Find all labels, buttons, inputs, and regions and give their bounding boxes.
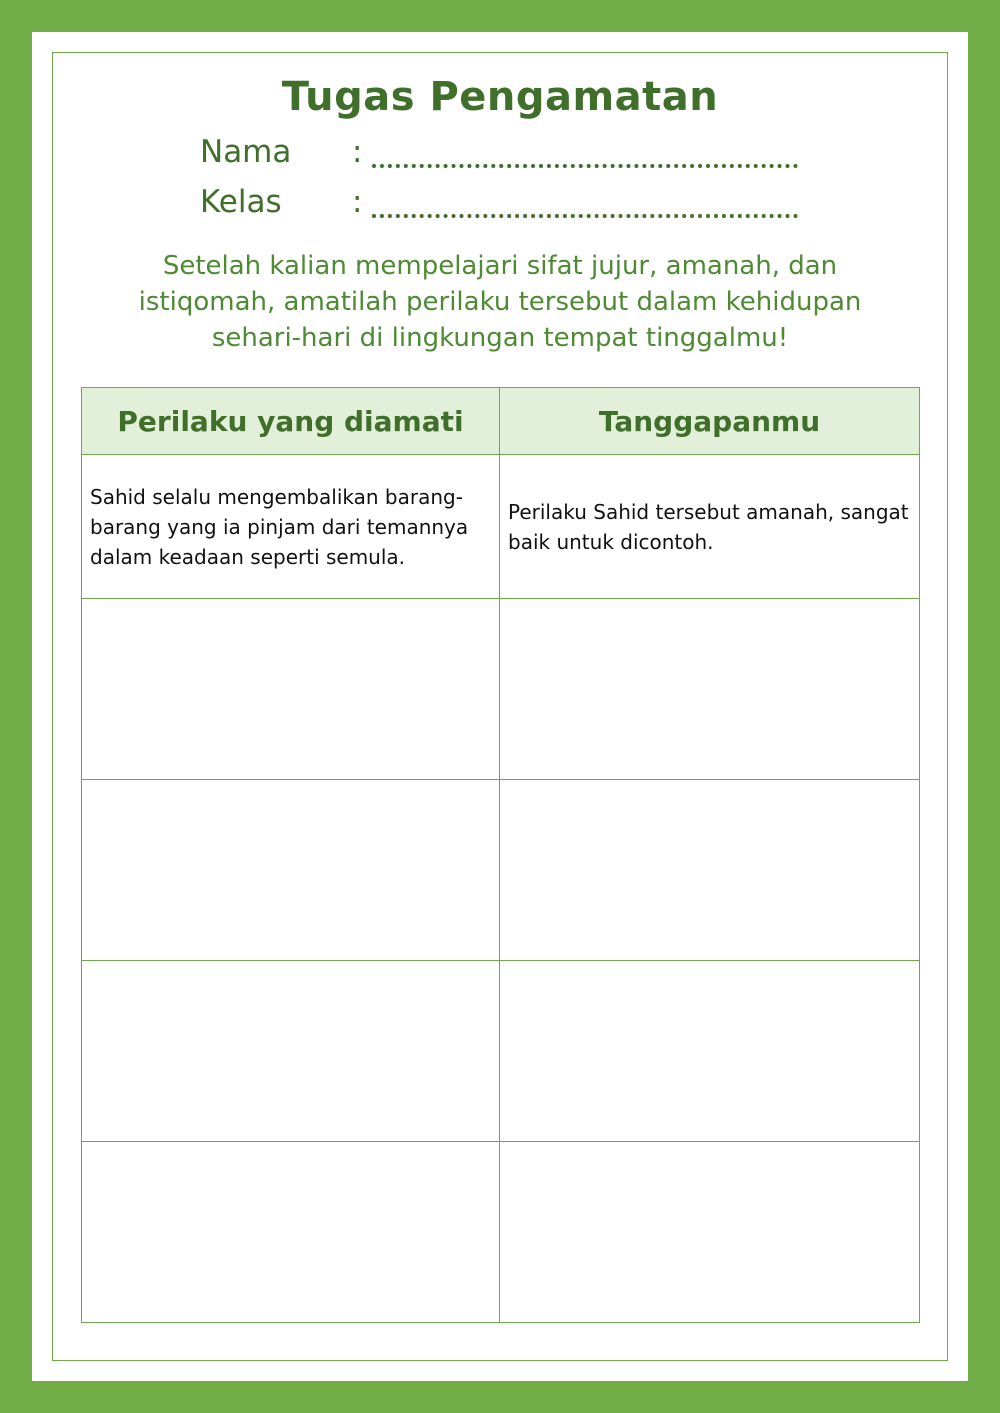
kelas-label: Kelas <box>200 184 282 220</box>
page-title: Tugas Pengamatan <box>281 74 719 120</box>
table-row <box>82 455 920 599</box>
perilaku-text: Sahid selalu mengembalikan barang-barang yang ia pinjam dari temannya dalam keadaan seperti semula. <box>90 484 469 569</box>
perilaku-cell[interactable] <box>82 961 500 1142</box>
tanggapan-cell[interactable] <box>500 961 920 1142</box>
kelas-colon: : <box>352 184 363 220</box>
nama-input-line[interactable] <box>372 164 798 168</box>
tanggapan-text: Perilaku Sahid tersebut amanah, sangat baik untuk dicontoh. <box>508 499 909 554</box>
tanggapan-cell[interactable] <box>500 1142 920 1323</box>
tanggapan-cell[interactable] <box>500 599 920 780</box>
instruction-text: Setelah kalian mempelajari sifat jujur, amanah, dan istiqomah, amatilah perilaku tersebut dalam kehidupan sehari-hari di lingkungan tempat tinggalmu! <box>138 251 862 353</box>
header-tanggapan: Tanggapanmu <box>500 388 920 455</box>
header-perilaku: Perilaku yang diamati <box>82 388 500 455</box>
nama-field <box>200 134 820 178</box>
perilaku-cell[interactable] <box>82 455 500 599</box>
kelas-field <box>200 184 820 228</box>
tanggapan-cell[interactable] <box>500 780 920 961</box>
table-header-row <box>82 388 920 455</box>
table-row <box>82 599 920 780</box>
perilaku-cell[interactable] <box>82 599 500 780</box>
table-row <box>82 961 920 1142</box>
table-row <box>82 780 920 961</box>
kelas-input-line[interactable] <box>372 214 798 218</box>
worksheet-page <box>32 32 968 1381</box>
nama-label: Nama <box>200 134 292 170</box>
perilaku-cell[interactable] <box>82 780 500 961</box>
nama-colon: : <box>352 134 363 170</box>
perilaku-cell[interactable] <box>82 1142 500 1323</box>
tanggapan-cell[interactable] <box>500 455 920 599</box>
observation-table <box>81 387 920 1323</box>
table-row <box>82 1142 920 1323</box>
